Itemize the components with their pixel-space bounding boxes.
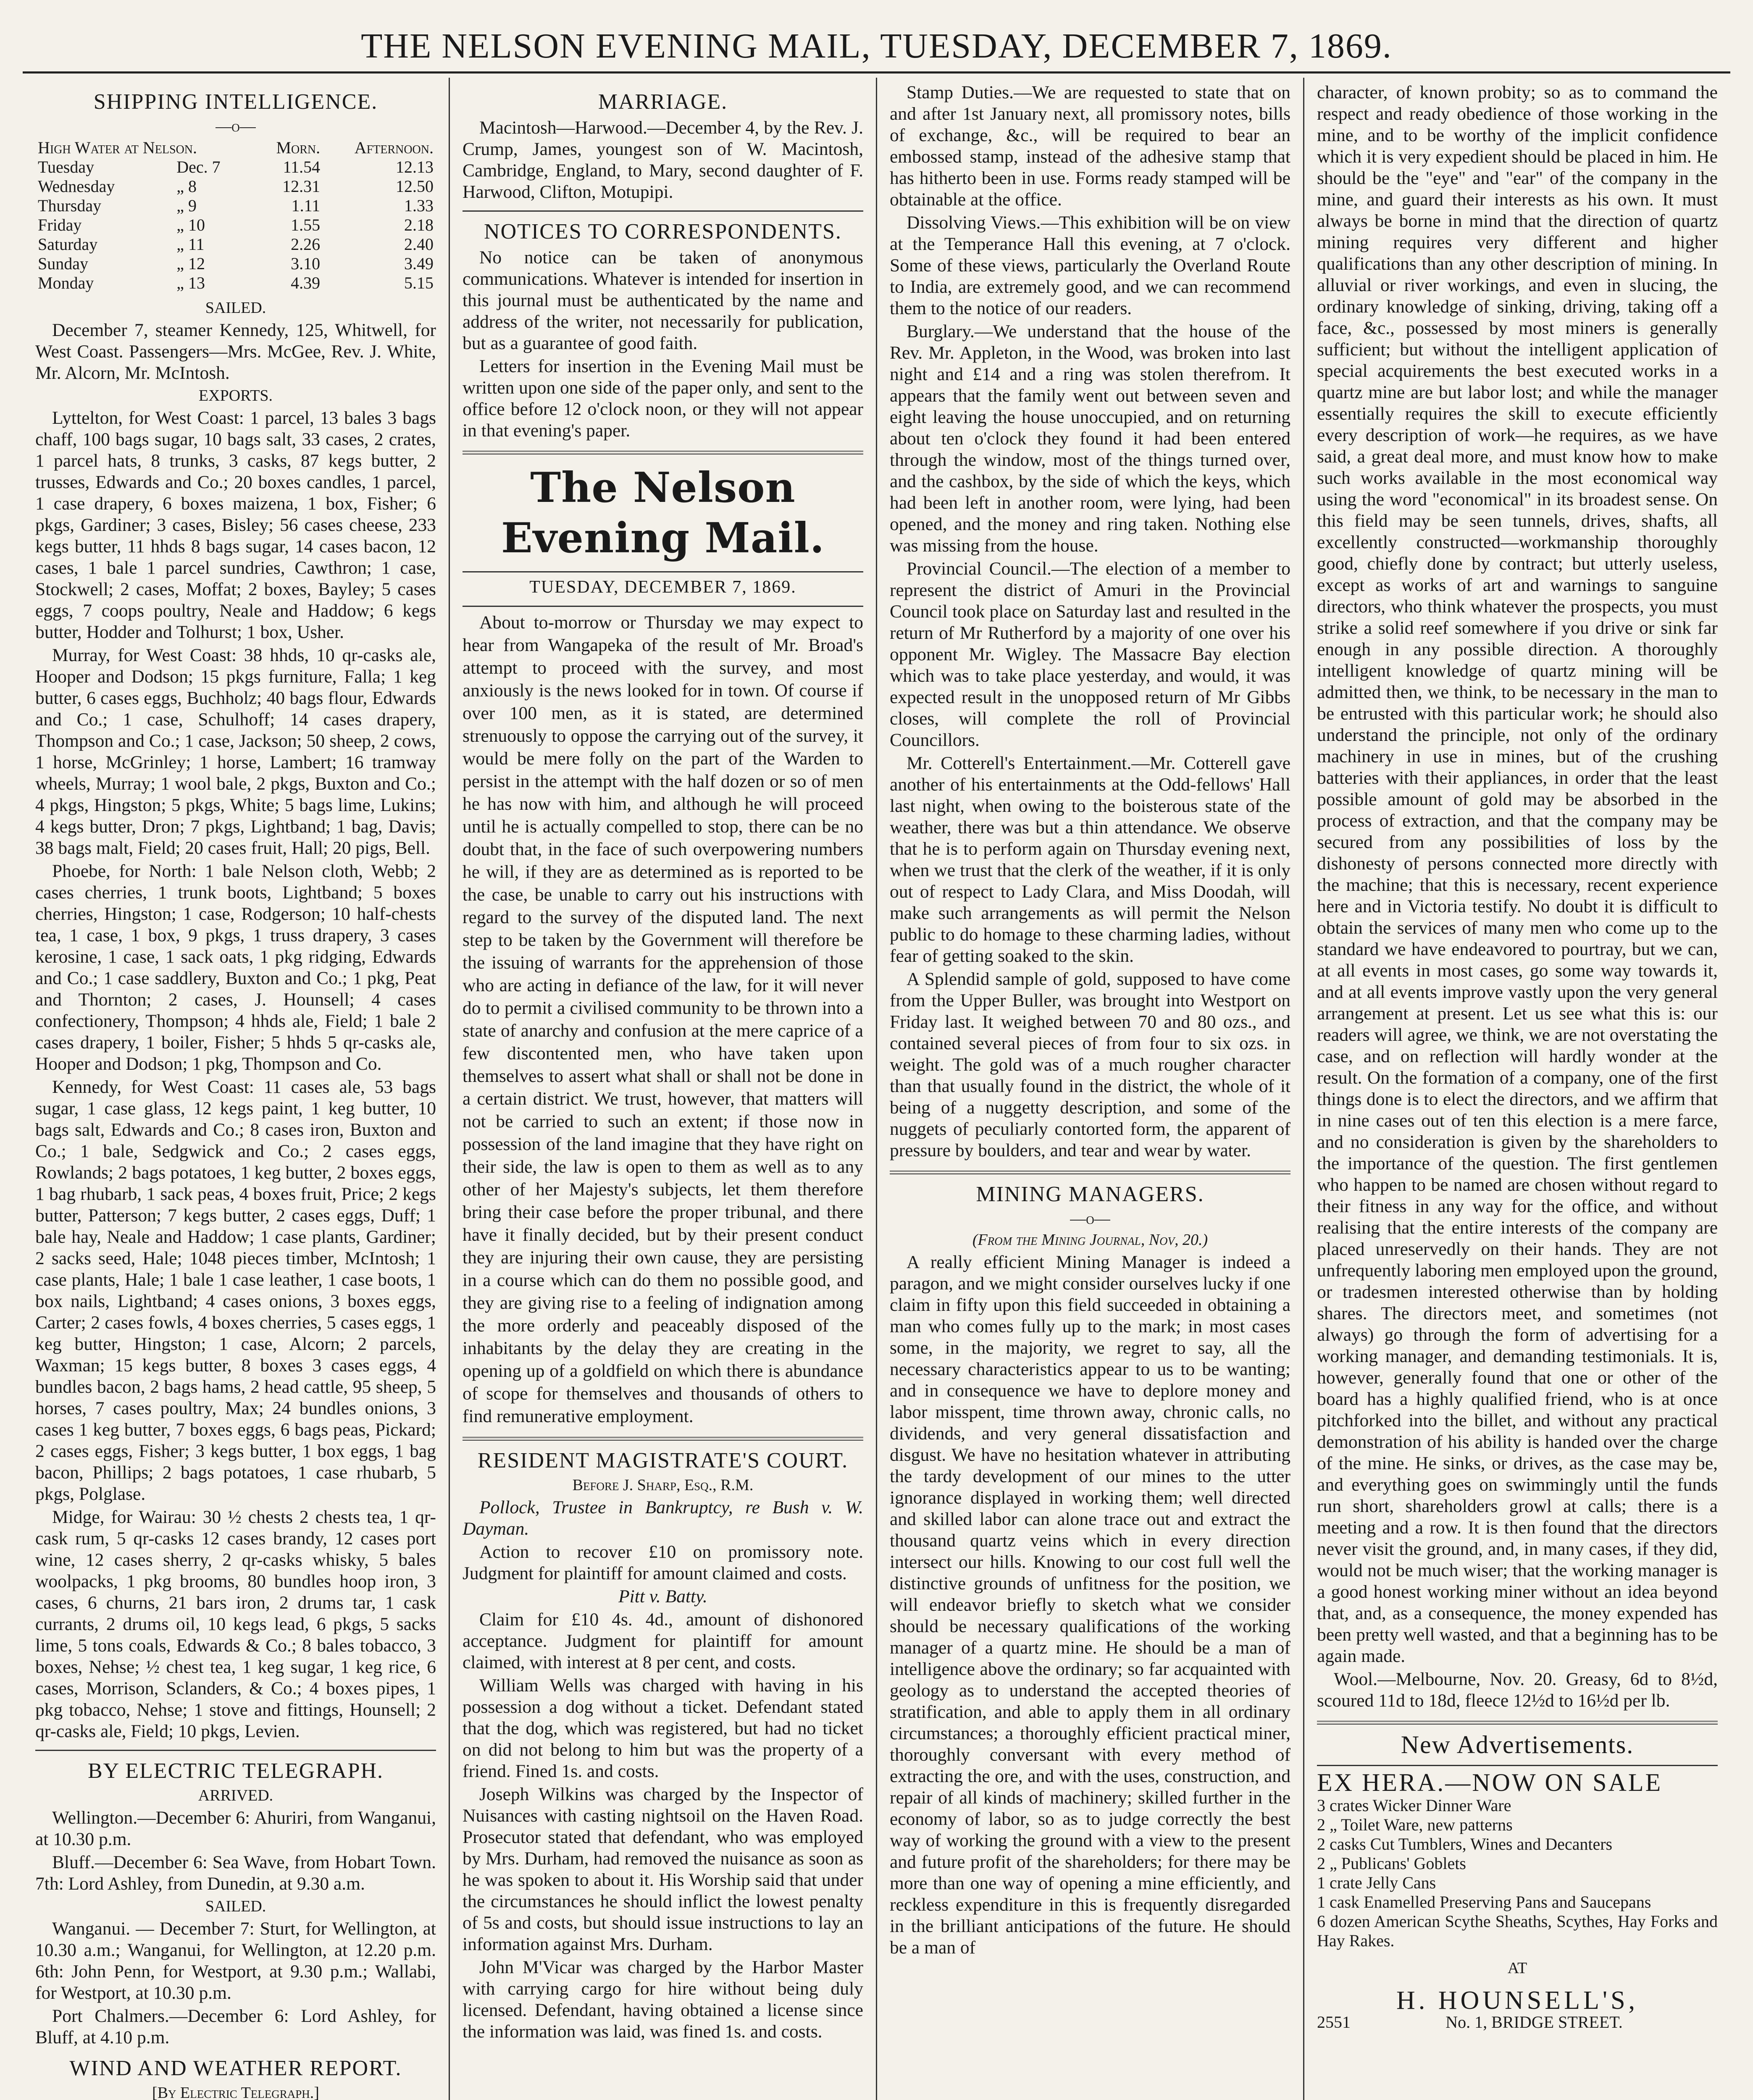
tide-afternoon: 2.18 <box>404 215 434 234</box>
notice-entry: Letters for insertion in the Evening Mail must be written upon one side of the paper only, and sent to the office before 12 o'clock noon, or they will not appear in that evening's paper. <box>463 356 863 441</box>
tide-morning: 11.54 <box>283 158 321 176</box>
divider <box>463 1437 863 1441</box>
tide-afternoon: 12.50 <box>396 177 434 196</box>
tide-table <box>35 138 436 293</box>
notices-list <box>463 247 863 441</box>
ad-item: 1 cask Enamelled Preserving Pans and Saucepans <box>1317 1893 1651 1911</box>
ad-item: 2 „ Toilet Ware, new patterns <box>1317 1815 1513 1834</box>
arrived-title: ARRIVED. <box>198 1787 273 1804</box>
shipping-ornament: —o— <box>216 118 256 135</box>
court-title: RESIDENT MAGISTRATE'S COURT. <box>477 1449 849 1473</box>
case2-text: Claim for £10 4s. 4d., amount of dishonored acceptance. Judgment for plaintiff for amount claimed, with interest at 8 per cent, and costs. <box>463 1609 863 1672</box>
exports-list <box>35 407 436 1742</box>
mining-source: (From the Mining Journal, Nov, 20.) <box>972 1231 1208 1249</box>
column-3 <box>876 78 1303 2100</box>
divider <box>1317 1765 1718 1766</box>
ad-item: 1 crate Jelly Cans <box>1317 1873 1436 1892</box>
local-news <box>890 82 1290 1161</box>
masthead-rule <box>23 71 1730 74</box>
tide-day: Monday <box>38 273 94 292</box>
sailed-text: December 7, steamer Kennedy, 125, Whitwell, for West Coast. Passengers—Mrs. McGee, Rev. J. White, Mr. Alcorn, Mr. McIntosh. <box>35 320 436 383</box>
tide-morning: 1.55 <box>291 215 321 234</box>
divider <box>463 606 863 607</box>
telegraph-title: BY ELECTRIC TELEGRAPH. <box>87 1759 384 1783</box>
case1-text: Action to recover £10 on promissory note. Judgment for plaintiff for amount claimed and costs. <box>463 1542 863 1583</box>
divider <box>463 210 863 212</box>
mining-title: MINING MANAGERS. <box>976 1182 1204 1206</box>
tide-header-afternoon: Afternoon. <box>354 138 434 157</box>
tide-afternoon: 1.33 <box>404 196 434 215</box>
sailed2-list <box>35 1918 436 2048</box>
tide-morning: 3.10 <box>291 254 321 273</box>
case5-text: John M'Vicar was charged by the Harbor Master with carrying cargo for hire without being duly licensed. Defendant, having obtained a license since the information was laid, was fined 1s. and costs. <box>463 1957 863 2042</box>
divider <box>463 571 863 572</box>
shipping-title: SHIPPING INTELLIGENCE. <box>93 90 378 114</box>
news-paragraph: Provincial Council.—The election of a member to represent the district of Amuri in the Provincial Council took place on Saturday last and resulted in the return of Mr Rutherford by a majority of one over his opponent Mr. Wigley. The Massacre Bay election which was to take place yesterday, and would, it was expected result in the unopposed return of Mr Gibbs closes, will complete the roll of Provincial Councillors. <box>890 559 1290 750</box>
divider <box>1317 1721 1718 1725</box>
export-entry: Lyttelton, for West Coast: 1 parcel, 13 bales 3 bags chaff, 100 bags sugar, 10 bags salt, 33 cases, 2 crates, 1 parcel hats, 8 trunks, 3 casks, 87 kegs butter, 2 trusses, Edwards and Co.; 20 boxes candles, 1 parcel, 1 case drapery, 6 boxes maizena, 1 box, Fisher; 6 pkgs, Gardiner; 3 cases, Bisley; 56 cases cheese, 233 kegs butter, 11 hhds 8 bags sugar, 14 cases bacon, 12 cases, 1 bale 1 parcel sundries, Cawthron; 1 case, Stockwell; 2 cases, Moffat; 2 boxes, Bayley; 5 cases eggs, 7 coops poultry, Neale and Haddow; 6 kegs butter, Hodder and Tolhurst; 1 box, Usher. <box>35 408 436 642</box>
arrived-list <box>35 1807 436 1895</box>
export-entry: Phoebe, for North: 1 bale Nelson cloth, Webb; 2 cases cherries, 1 trunk boots, Lightband; 5 boxes cherries, Hingston; 1 case, Rodgerson; 10 half-chests tea, 1 case, 1 box, 9 pkgs, 1 truss drapery, 3 cases kerosine, 1 case, 1 sack oats, 1 pkg ridging, Edwards and Co.; 1 case saddlery, Buxton and Co.; 1 pkg, Peat and Thornton; 2 cases, J. Hounsell; 4 cases confectionery, Thompson; 4 hhds ale, Field; 1 bale 2 cases drapery, 1 boiler, Fisher; 5 hhds 5 qr-casks ale, Hooper and Dodson; 1 pkg, Thompson and Co. <box>35 861 436 1074</box>
tide-date: „ 9 <box>176 196 197 215</box>
paper-title: The Nelson Evening Mail. <box>501 464 825 562</box>
mining-continued: character, of known probity; so as to command the respect and ready obedience of those working in the mine, and to be worthy of the implicit confidence which it is very expedient should be placed in him. He should be the "eye" and "ear" of the company in the mine, and guard their interests as his own. It must always be borne in mind that the direction of quartz mining requires very different and higher qualifications than any other description of mining. In alluvial or river workings, and even in slucing, the ordinary knowledge of sinking, driving, taking off a face, &c., possessed by most miners is generally sufficient; but without the intelligent application of special acquirements the best executed works in a quartz mine are but labor lost; and while the manager essentially requires the skill to execute efficiently every description of work—he requires, as we have said, a great deal more, and must know how to make such works available in the most economical way using the word "economical" in its broadest sense. On this field may be seen tunnels, drives, shafts, all excellently constructed—workmanship thoroughly good, chiefly done by contract; but utterly useless, except as works of art and warnings to sanguine directors, who think whatever the prospects, you must strike a solid reef somewhere if you drive or sink far enough in any possible direction. A thoroughly intelligent knowledge of quartz mining will be admitted then, we think, to be necessary in the man to be entrusted with this particular work; he should also understand the principle, not only of the ordinary machinery in use in mines, but of the crushing batteries with their appliances, in order that the least possible amount of gold may be absorbed in the process of extraction, and that the company may be secured from any possibilities of loss by the dishonesty of persons connected more directly with the machine; that this is necessary, recent experience here and in Victoria testify. No doubt it is difficult to obtain the services of many men who come up to the standard we have endeavored to pourtray, but we can, at all events in most cases, go some way towards it, and at all events improve vastly upon the very general arrangement at present. Let us see what this is: our readers will agree, we think, we are not overstating the case, and on reflection will hardly wonder at the result. On the formation of a company, one of the first things done is to elect the directors, and we affirm that in nine cases out of ten this election is a mere farce, and no consideration is given by the shareholders to the importance of the question. The first gentlemen who happen to be named are chosen without regard to their fitness in any way for the office, and without realising that the entire interests of the company are placed unreservedly on their hands. They are not unfrequently laboring men employed upon the ground, or tradesmen interested otherwise than by holding shares. The directors meet, and sometimes (not always) go through the form of advertising for a working manager, and demanding testimonials. It is, however, generally found that one or other of the board has a highly qualified friend, who is at once pitchforked into the billet, and without any practical demonstration of his ability is handed over the charge of the mine. He sinks, or drives, as the case may be, and everything goes on swimmingly until the funds run short, shareholders growl at calls; there is a meeting and a row. It is then found that the directors never visit the ground, and, in many cases, if they did, would not be much wiser; that the working manager is a good honest working miner without an idea beyond that, and, as a consequence, the money expended has been pretty well wasted, and that a beginning has to be again made. <box>1317 82 1718 1666</box>
tide-day: Tuesday <box>38 158 95 176</box>
tide-row <box>35 273 436 293</box>
tide-date: „ 10 <box>176 215 205 234</box>
ad-item: 2 „ Publicans' Goblets <box>1317 1854 1466 1873</box>
divider <box>463 451 863 454</box>
masthead: THE NELSON EVENING MAIL, TUESDAY, DECEMBER 7, 1869. <box>361 26 1392 66</box>
date-line: TUESDAY, DECEMBER 7, 1869. <box>529 578 796 597</box>
tide-date: Dec. 7 <box>176 158 221 176</box>
news-paragraph: Stamp Duties.—We are requested to state that on and after 1st January next, all promissory notes, bills of exchange, &c., will be required to bear an embossed stamp, instead of the adhesive stamp that has hitherto been in use. Forms ready stamped will be obtainable at the office. <box>890 82 1290 210</box>
mining-ornament: —o— <box>1070 1210 1110 1228</box>
sailing-entry: Wanganui. — December 7: Sturt, for Wellington, at 10.30 a.m.; Wanganui, for Wellington, at 12.20 p.m. 6th: John Penn, for Westport, at 9.30 p.m.; Wallabi, for Westport, at 10.30 p.m. <box>35 1919 436 2003</box>
ad-heading: EX HERA.—NOW ON SALE <box>1317 1769 1663 1796</box>
tide-morning: 4.39 <box>291 273 321 292</box>
tide-row <box>35 215 436 235</box>
tide-morning: 12.31 <box>282 177 321 196</box>
case1-title: Pollock, Trustee in Bankruptcy, re Bush v. W. Dayman. <box>463 1497 863 1539</box>
ad-address: No. 1, BRIDGE STREET. <box>1446 2013 1623 2032</box>
tide-header-place: High Water at Nelson. <box>38 138 197 157</box>
tide-afternoon: 12.13 <box>396 158 434 176</box>
tide-date: „ 12 <box>176 254 205 273</box>
tide-afternoon: 2.40 <box>404 235 434 254</box>
divider <box>35 1750 436 1751</box>
wool-report: Wool.—Melbourne, Nov. 20. Greasy, 6d to 8½d, scoured 11d to 18d, fleece 12½d to 16½d per lb. <box>1317 1669 1718 1711</box>
ad-seller: H. HOUNSELL'S, <box>1396 1986 1639 2015</box>
arrival-entry: Bluff.—December 6: Sea Wave, from Hobart Town. 7th: Lord Ashley, from Dunedin, at 9.30 a.m. <box>35 1852 436 1894</box>
tide-afternoon: 5.15 <box>404 273 434 292</box>
tide-row <box>35 158 436 177</box>
ad-number: 2551 <box>1317 2013 1351 2032</box>
marriage-text: Macintosh—Harwood.—December 4, by the Rev. J. Crump, James, youngest son of W. Macintosh, Cambridge, England, to Mary, second daughter of F. Harwood, Clifton, Motupipi. <box>463 118 863 202</box>
sailed2-title: SAILED. <box>205 1898 266 1915</box>
notices-title: NOTICES TO CORRESPONDENTS. <box>484 220 842 244</box>
weather-subtitle: [By Electric Telegraph.] <box>152 2084 319 2100</box>
tide-date: „ 11 <box>176 235 205 254</box>
court-before: Before J. Sharp, Esq., R.M. <box>572 1476 754 1494</box>
case2-title: Pitt v. Batty. <box>618 1586 707 1606</box>
tide-afternoon: 3.49 <box>404 254 434 273</box>
ads-title: New Advertisements. <box>1401 1731 1634 1759</box>
export-entry: Midge, for Wairau: 30 ½ chests 2 chests tea, 1 qr-cask rum, 5 qr-casks 12 cases brandy, 12 cases port wine, 12 cases sherry, 2 qr-casks whisky, 5 bales woolpacks, 1 pkg brooms, 80 bundles hoop iron, 3 cases, 6 churns, 21 bars iron, 2 drums tar, 1 cask currants, 2 drums oil, 10 kegs lead, 6 pkgs, 5 sacks lime, 5 tons coals, Edwards & Co.; 8 bales tobacco, 3 boxes, Nehse; ½ chest tea, 1 keg sugar, 1 keg rice, 6 cases, Morrison, Sclanders, & Co.; 4 boxes pipes, 1 pkg tobacco, Nehse; 1 stove and fittings, Hounsell; 2 qr-casks ale, Field; 10 pkgs, Levien. <box>35 1507 436 1741</box>
exports-title: EXPORTS. <box>198 387 273 404</box>
sailing-entry: Port Chalmers.—December 6: Lord Ashley, for Bluff, at 4.10 p.m. <box>35 2006 436 2048</box>
column-2 <box>449 78 876 2100</box>
ad-address-line <box>1317 2011 1718 2033</box>
column-4 <box>1303 78 1730 2100</box>
tide-day: Thursday <box>38 196 102 215</box>
divider <box>890 1171 1290 1174</box>
editorial-text: About to-morrow or Thursday we may expect to hear from Wangapeka of the result of Mr. Broad's attempt to proceed with the survey, and most anxiously is the news looked for in town. Of course if over 100 men, as it is stated, are determined strenuously to oppose the carrying out of the survey, it would be mere folly on the part of the Warden to persist in the attempt with the half dozen or so of men he has now with him, and although he will proceed until he is actually compelled to stop, there can be no doubt that, in the face of such overpowering numbers he will, if they are as determined as is reported to be the case, be unable to carry out his instructions with regard to the survey of the disputed land. The next step to be taken by the Government will therefore be the issuing of warrants for the apprehension of those who are acting in defiance of the law, for it will never do to permit a civilised community to be thrown into a state of anarchy and confusion at the mere caprice of a few discontented men, who have taken upon themselves to assert what shall or shall not be done in a certain district. We trust, however, that matters will not be carried to such an extent; if those now in possession of the land imagine that they have right on their side, the law is open to them as well as to any other of her Majesty's subjects, let them therefore bring their case before the proper tribunal, and there have it finally decided, but by their present conduct they are injuring their own cause, they are persisting in a course which can do them no possible good, and they are giving rise to a feeling of indignation among the more orderly and peaceably disposed of the inhabitants by the delay they are creating in the opening up of a goldfield on which there is abundance of scope for themselves and thousands of others to find remunerative employment. <box>463 612 863 1426</box>
tide-day: Saturday <box>38 235 98 254</box>
tide-header-morn: Morn. <box>276 138 321 157</box>
case3-text: William Wells was charged with having in his possession a dog without a ticket. Defendant stated that the dog, which was registered, but had no ticket on did not belong to him but was the property of a friend. Fined 1s. and costs. <box>463 1675 863 1781</box>
ad-at: AT <box>1507 1959 1527 1977</box>
tide-header <box>35 138 436 158</box>
tide-rows <box>35 158 436 293</box>
export-entry: Kennedy, for West Coast: 11 cases ale, 53 bags sugar, 1 case glass, 12 kegs paint, 1 keg butter, 10 bags salt, Edwards and Co.; 8 cases iron, Buxton and Co.; 1 bale, Sedgwick and Co.; 2 cases eggs, Rowlands; 2 bags potatoes, 1 keg butter, 2 boxes eggs, 1 bag rhubarb, 1 sack peas, 4 boxes fruit, Price; 2 kegs butter, Patterson; 7 kegs butter, 2 cases eggs, Duff; 1 bale hay, Neale and Haddow; 1 case plants, Gardiner; 2 sacks seed, Hale; 1048 pieces timber, McIntosh; 1 case plants, Hale; 1 bale 1 case leather, 1 case boots, 1 box nails, Lightband; 4 cases onions, 3 boxes eggs, Carter; 2 cases fowls, 4 boxes cherries, 5 cases eggs, 1 keg butter, Hingston; 1 case, Alcorn; 2 parcels, Waxman; 15 kegs butter, 8 boxes 3 cases eggs, 4 bundles bacon, 2 bags hams, 2 head cattle, 95 sheep, 5 horses, 7 cases poultry, Max; 24 bundles onions, 3 cases 1 keg butter, 7 boxes eggs, 6 bags peas, Pickard; 2 cases eggs, Fisher; 3 kegs butter, 1 box eggs, 1 bag bacon, Phillips; 2 bags potatoes, 1 case rhubarb, 5 pkgs, Polglase. <box>35 1077 436 1504</box>
ad-item: 3 crates Wicker Dinner Ware <box>1317 1796 1511 1815</box>
tide-row <box>35 177 436 196</box>
tide-row <box>35 254 436 273</box>
tide-date: „ 8 <box>176 177 197 196</box>
tide-morning: 1.11 <box>291 196 321 215</box>
tide-row <box>35 196 436 215</box>
news-paragraph: A Splendid sample of gold, supposed to have come from the Upper Buller, was brought into Westport on Friday last. It weighed between 70 and 80 ozs., and contained several pieces of from four to six ozs. in weight. The gold was of a much rougher character than that usually found in the district, the whole of it being of a nuggetty description, and some of the nuggets of peculiarly contorted form, the apparent of pressure by boulders, and tear and wear by water. <box>890 969 1290 1160</box>
tide-day: Friday <box>38 215 82 234</box>
case4-text: Joseph Wilkins was charged by the Inspector of Nuisances with casting nightsoil on the Haven Road. Prosecutor stated that defendant, who was employed by Mrs. Durham, had removed the nuisance as soon as he was spoken to about it. His Worship said that under the circumstances he should inflict the lowest penalty of 5s and costs, but should issue instructions to lay an information against Mrs. Durham. <box>463 1784 863 1954</box>
tide-day: Sunday <box>38 254 88 273</box>
ad-item: 2 casks Cut Tumblers, Wines and Decanters <box>1317 1835 1613 1853</box>
export-entry: Murray, for West Coast: 38 hhds, 10 qr-casks ale, Hooper and Dodson; 15 pkgs furniture, Falla; 1 keg butter, 6 cases eggs, Buchholz; 40 bags flour, Edwards and Co.; 1 case, Schulhoff; 14 cases drapery, Thompson and Co.; 1 case, Jackson; 50 sheep, 2 cows, 1 horse, McGrinley; 1 horse, Lambert; 16 tramway wheels, Murray; 1 wool bale, 2 pkgs, Buxton and Co.; 4 pkgs, Hingston; 5 pkgs, White; 5 bags lime, Lukins; 4 kegs butter, Dron; 7 pkgs, Lightband; 1 bag, Davis; 38 bags malt, Field; 20 cases fruit, Hall; 20 pigs, Bell. <box>35 645 436 858</box>
arrival-entry: Wellington.—December 6: Ahuriri, from Wanganui, at 10.30 p.m. <box>35 1808 436 1849</box>
notice-entry: No notice can be taken of anonymous communications. Whatever is intended for insertion in this journal must be authenticated by the name and address of the writer, not necessarily for publication, but as a guarantee of good faith. <box>463 247 863 353</box>
news-paragraph: Dissolving Views.—This exhibition will be on view at the Temperance Hall this evening, at 7 o'clock. Some of these views, particularly the Overland Route to India, are extremely good, and we can recommend them to the notice of our readers. <box>890 213 1290 318</box>
news-paragraph: Mr. Cotterell's Entertainment.—Mr. Cotterell gave another of his entertainments at the Odd-fellows' Hall last night, when owing to the boisterous state of the weather, there was but a thin attendance. We observe that he is to perform again on Thursday evening next, when we trust that the clerk of the weather, if it is only out of respect to Lady Clara, and Miss Doodah, will make such arrangements as will permit the Nelson public to do homage to these charming ladies, without fear of getting soaked to the skin. <box>890 753 1290 966</box>
tide-morning: 2.26 <box>291 235 321 254</box>
tide-day: Wednesday <box>38 177 115 196</box>
sailed-title: SAILED. <box>205 299 266 317</box>
column-1 <box>23 78 449 2100</box>
news-paragraph: Burglary.—We understand that the house of the Rev. Mr. Appleton, in the Wood, was broken into last night and £14 and a ring was stolen therefrom. It appears that the family went out between seven and eight leaving the house unoccupied, and on returning about ten o'clock they found it had been entered through the window, most of the things turned over, and the cashbox, by the side of which the keys, which had been left in another room, were lying, had been opened, and the money and ring taken. Nothing else was missing from the house. <box>890 321 1290 556</box>
tide-row <box>35 235 436 254</box>
weather-title: WIND AND WEATHER REPORT. <box>69 2056 402 2080</box>
marriage-title: MARRIAGE. <box>598 90 728 114</box>
columns <box>23 78 1730 2100</box>
ad-items <box>1317 1796 1718 1950</box>
tide-date: „ 13 <box>176 273 205 292</box>
mining-text: A really efficient Mining Manager is indeed a paragon, and we might consider ourselves lucky if one claim in fifty upon this field succeeded in obtaining a man who comes fully up to the mark; in most cases some, in the majority, we regret to say, all the necessary characteristics appear to us to be wanting; and in consequence we have to deplore money and labor misspent, time thrown away, chronic calls, no dividends, and very general dissatisfaction and disgust. We have no hesitation whatever in attributing the tardy development of our mines to the utter ignorance displayed in working them; well directed and skilled labor can alone trace out and extract the thousand quartz veins which in every direction intersect our hills. Knowing to our cost full well the distinctive grounds of unfitness for the position, we will endeavor briefly to sketch what we consider should be necessary qualifications of the working manager of a quartz mine. He should be a man of intelligence above the ordinary; so far acquainted with geology as to understand the accepted theories of stratification, and able to apply them in all ordinary circumstances; a thoroughly efficient practical miner, thoroughly conversant with every method of extracting the ore, and with the uses, construction, and repair of all kinds of machinery; skilled further in the economy of labor, so as to judge correctly the best way of working the ground with a view to the present and future profit of the shareholders; for there may be more than one way of opening a mine efficiently, and reckless expenditure in this is frequently disregarded in the brilliant anticipations of the future. He should be a man of <box>890 1252 1290 1958</box>
ad-item: 6 dozen American Scythe Sheaths, Scythes, Hay Forks and Hay Rakes. <box>1317 1912 1718 1950</box>
